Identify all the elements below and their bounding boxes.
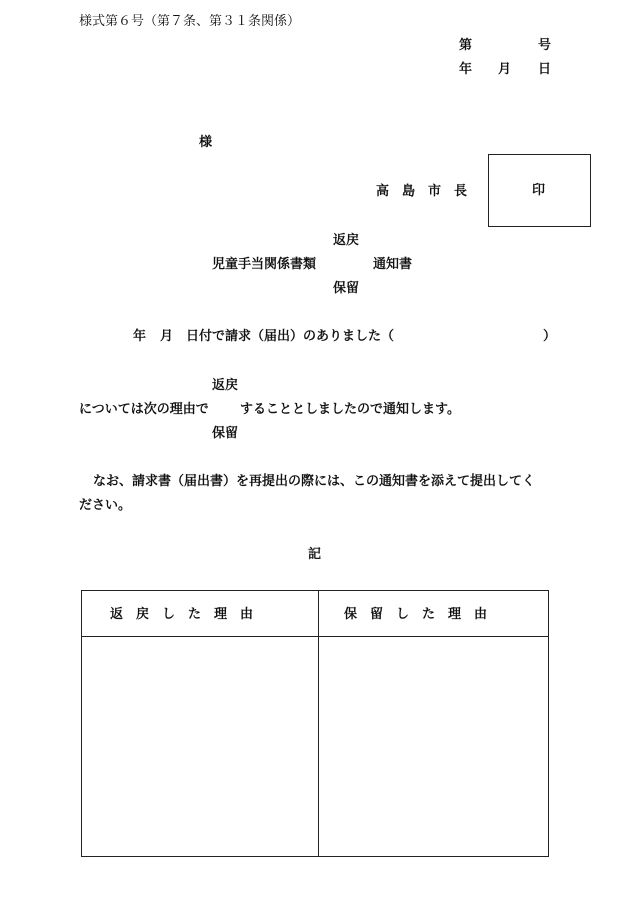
date-day: 日	[538, 62, 552, 77]
title-return: 返戻	[333, 233, 360, 248]
column-header-return: 返 戻 し た 理 由	[110, 607, 254, 622]
seal-box	[488, 154, 591, 227]
decision-return: 返戻	[212, 378, 239, 393]
table-column-divider	[318, 591, 319, 856]
addressee-suffix: 様	[199, 135, 213, 150]
date-year: 年	[459, 62, 473, 77]
request-year: 年	[133, 329, 147, 344]
column-header-hold: 保 留 し た 理 由	[344, 607, 488, 622]
ki-label: 記	[308, 547, 322, 562]
decision-suffix: することとしましたので通知します。	[240, 402, 460, 417]
request-close: ）	[543, 329, 557, 344]
request-month: 月	[160, 329, 174, 344]
decision-prefix: については次の理由で	[79, 402, 209, 417]
request-text: 日付で請求（届出）のありました（	[186, 329, 395, 344]
title-notice: 通知書	[373, 257, 413, 272]
issuer: 高 島 市 長	[376, 184, 468, 199]
number-dai: 第	[459, 38, 473, 53]
title-hold: 保留	[333, 281, 360, 296]
reason-table	[81, 590, 549, 857]
seal-label: 印	[532, 183, 546, 198]
note-line-1: なお、請求書（届出書）を再提出の際には、この通知書を添えて提出してく	[93, 474, 536, 489]
date-month: 月	[498, 62, 512, 77]
number-go: 号	[538, 38, 552, 53]
note-line-2: ださい。	[79, 498, 132, 513]
form-id: 様式第６号（第７条、第３１条関係）	[79, 14, 301, 29]
title-main: 児童手当関係書類	[212, 257, 317, 272]
table-header-divider	[82, 636, 548, 637]
decision-hold: 保留	[212, 426, 239, 441]
